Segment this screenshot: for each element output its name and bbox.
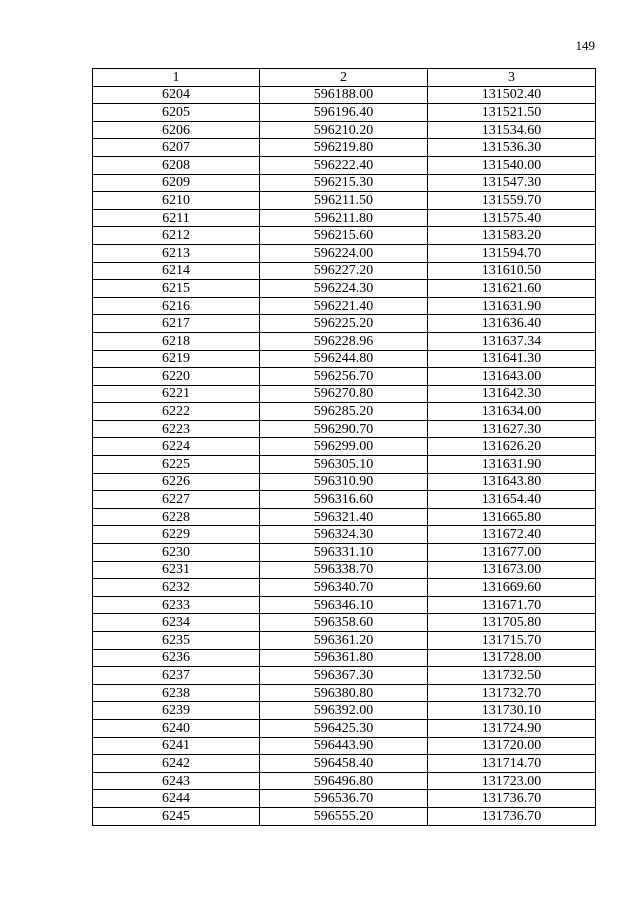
coordinate-x-cell: 596285.20 (260, 403, 428, 421)
coordinate-x-cell: 596228.96 (260, 332, 428, 350)
table-row (93, 209, 596, 227)
coordinate-x-cell: 596367.30 (260, 667, 428, 685)
point-number-cell: 6207 (93, 139, 260, 157)
coordinate-y-cell: 131671.70 (428, 596, 596, 614)
point-number-cell: 6243 (93, 772, 260, 790)
table-row (93, 420, 596, 438)
coordinate-x-cell: 596244.80 (260, 350, 428, 368)
point-number-cell: 6211 (93, 209, 260, 227)
point-number-cell: 6221 (93, 385, 260, 403)
point-number-cell: 6225 (93, 456, 260, 474)
table-row (93, 121, 596, 139)
table-row (93, 719, 596, 737)
table-row (93, 544, 596, 562)
table-row (93, 315, 596, 333)
coordinate-x-cell: 596225.20 (260, 315, 428, 333)
coordinate-x-cell: 596305.10 (260, 456, 428, 474)
point-number-cell: 6232 (93, 579, 260, 597)
table-row (93, 579, 596, 597)
table-row (93, 227, 596, 245)
table-row (93, 561, 596, 579)
coordinate-x-cell: 596340.70 (260, 579, 428, 597)
point-number-cell: 6206 (93, 121, 260, 139)
coordinate-x-cell: 596211.50 (260, 192, 428, 210)
coordinate-x-cell: 596361.80 (260, 649, 428, 667)
coordinate-y-cell: 131736.70 (428, 807, 596, 825)
coordinate-x-cell: 596270.80 (260, 385, 428, 403)
coordinate-y-cell: 131643.80 (428, 473, 596, 491)
coordinate-x-cell: 596380.80 (260, 684, 428, 702)
coordinate-y-cell: 131714.70 (428, 755, 596, 773)
table-row (93, 649, 596, 667)
coordinate-y-cell: 131627.30 (428, 420, 596, 438)
point-number-cell: 6204 (93, 86, 260, 104)
coordinate-y-cell: 131673.00 (428, 561, 596, 579)
coordinate-x-cell: 596215.30 (260, 174, 428, 192)
coordinate-y-cell: 131677.00 (428, 544, 596, 562)
coordinate-x-cell: 596555.20 (260, 807, 428, 825)
table-row (93, 667, 596, 685)
coordinate-x-cell: 596224.30 (260, 280, 428, 298)
column-header-2: 2 (260, 69, 428, 87)
table-row (93, 438, 596, 456)
point-number-cell: 6223 (93, 420, 260, 438)
table-row (93, 737, 596, 755)
coordinate-y-cell: 131728.00 (428, 649, 596, 667)
table-body (93, 86, 596, 825)
coordinate-y-cell: 131715.70 (428, 632, 596, 650)
coordinate-x-cell: 596188.00 (260, 86, 428, 104)
table-row (93, 508, 596, 526)
coordinate-x-cell: 596496.80 (260, 772, 428, 790)
point-number-cell: 6220 (93, 368, 260, 386)
coordinate-y-cell: 131594.70 (428, 244, 596, 262)
coordinate-x-cell: 596211.80 (260, 209, 428, 227)
coordinates-table (92, 68, 596, 826)
coordinate-x-cell: 596536.70 (260, 790, 428, 808)
coordinate-x-cell: 596361.20 (260, 632, 428, 650)
coordinate-y-cell: 131559.70 (428, 192, 596, 210)
table-row (93, 772, 596, 790)
coordinate-x-cell: 596310.90 (260, 473, 428, 491)
table-row (93, 403, 596, 421)
table-row (93, 684, 596, 702)
point-number-cell: 6242 (93, 755, 260, 773)
point-number-cell: 6234 (93, 614, 260, 632)
point-number-cell: 6209 (93, 174, 260, 192)
coordinate-y-cell: 131705.80 (428, 614, 596, 632)
coordinate-x-cell: 596358.60 (260, 614, 428, 632)
table-row (93, 244, 596, 262)
coordinate-x-cell: 596299.00 (260, 438, 428, 456)
coordinate-x-cell: 596392.00 (260, 702, 428, 720)
coordinate-x-cell: 596321.40 (260, 508, 428, 526)
point-number-cell: 6240 (93, 719, 260, 737)
coordinate-y-cell: 131621.60 (428, 280, 596, 298)
coordinate-y-cell: 131637.34 (428, 332, 596, 350)
coordinate-y-cell: 131730.10 (428, 702, 596, 720)
page-number: 149 (575, 38, 595, 53)
coordinate-x-cell: 596224.00 (260, 244, 428, 262)
coordinate-y-cell: 131736.70 (428, 790, 596, 808)
coordinate-y-cell: 131732.70 (428, 684, 596, 702)
coordinate-y-cell: 131654.40 (428, 491, 596, 509)
point-number-cell: 6214 (93, 262, 260, 280)
table-row (93, 632, 596, 650)
coordinate-x-cell: 596196.40 (260, 104, 428, 122)
coordinate-y-cell: 131665.80 (428, 508, 596, 526)
table-row (93, 473, 596, 491)
point-number-cell: 6215 (93, 280, 260, 298)
coordinate-x-cell: 596425.30 (260, 719, 428, 737)
point-number-cell: 6208 (93, 156, 260, 174)
point-number-cell: 6210 (93, 192, 260, 210)
point-number-cell: 6219 (93, 350, 260, 368)
table-row (93, 156, 596, 174)
coordinate-y-cell: 131723.00 (428, 772, 596, 790)
coordinate-y-cell: 131634.00 (428, 403, 596, 421)
point-number-cell: 6212 (93, 227, 260, 245)
table-row (93, 614, 596, 632)
coordinate-x-cell: 596331.10 (260, 544, 428, 562)
table-row (93, 174, 596, 192)
table-row (93, 280, 596, 298)
point-number-cell: 6233 (93, 596, 260, 614)
table-header (93, 69, 596, 87)
point-number-cell: 6241 (93, 737, 260, 755)
table-row (93, 385, 596, 403)
point-number-cell: 6236 (93, 649, 260, 667)
coordinate-y-cell: 131534.60 (428, 121, 596, 139)
point-number-cell: 6205 (93, 104, 260, 122)
coordinate-y-cell: 131575.40 (428, 209, 596, 227)
coordinate-y-cell: 131636.40 (428, 315, 596, 333)
coordinate-x-cell: 596324.30 (260, 526, 428, 544)
column-header-3: 3 (428, 69, 596, 87)
coordinate-y-cell: 131502.40 (428, 86, 596, 104)
point-number-cell: 6216 (93, 297, 260, 315)
coordinate-y-cell: 131720.00 (428, 737, 596, 755)
point-number-cell: 6217 (93, 315, 260, 333)
coordinate-y-cell: 131724.90 (428, 719, 596, 737)
coordinate-x-cell: 596221.40 (260, 297, 428, 315)
coordinate-y-cell: 131521.50 (428, 104, 596, 122)
coordinate-y-cell: 131643.00 (428, 368, 596, 386)
coordinate-y-cell: 131732.50 (428, 667, 596, 685)
point-number-cell: 6218 (93, 332, 260, 350)
table-row (93, 350, 596, 368)
coordinate-y-cell: 131672.40 (428, 526, 596, 544)
coordinate-x-cell: 596227.20 (260, 262, 428, 280)
point-number-cell: 6213 (93, 244, 260, 262)
table-row (93, 807, 596, 825)
coordinate-y-cell: 131642.30 (428, 385, 596, 403)
table-row (93, 86, 596, 104)
point-number-cell: 6238 (93, 684, 260, 702)
table-row (93, 192, 596, 210)
table-row (93, 755, 596, 773)
table-row (93, 297, 596, 315)
table-row (93, 526, 596, 544)
table-row (93, 491, 596, 509)
point-number-cell: 6245 (93, 807, 260, 825)
point-number-cell: 6237 (93, 667, 260, 685)
coordinate-x-cell: 596443.90 (260, 737, 428, 755)
table-row (93, 368, 596, 386)
coordinate-y-cell: 131583.20 (428, 227, 596, 245)
point-number-cell: 6229 (93, 526, 260, 544)
point-number-cell: 6228 (93, 508, 260, 526)
point-number-cell: 6231 (93, 561, 260, 579)
table-row (93, 139, 596, 157)
coordinate-x-cell: 596215.60 (260, 227, 428, 245)
point-number-cell: 6235 (93, 632, 260, 650)
coordinate-y-cell: 131610.50 (428, 262, 596, 280)
table-row (93, 262, 596, 280)
coordinate-x-cell: 596290.70 (260, 420, 428, 438)
header-row (93, 69, 596, 87)
column-header-1: 1 (93, 69, 260, 87)
coordinate-x-cell: 596316.60 (260, 491, 428, 509)
point-number-cell: 6239 (93, 702, 260, 720)
table-row (93, 596, 596, 614)
point-number-cell: 6224 (93, 438, 260, 456)
coordinate-x-cell: 596338.70 (260, 561, 428, 579)
coordinate-y-cell: 131641.30 (428, 350, 596, 368)
coordinate-x-cell: 596256.70 (260, 368, 428, 386)
table-row (93, 456, 596, 474)
point-number-cell: 6230 (93, 544, 260, 562)
coordinate-y-cell: 131547.30 (428, 174, 596, 192)
table-row (93, 104, 596, 122)
point-number-cell: 6222 (93, 403, 260, 421)
coordinate-x-cell: 596219.80 (260, 139, 428, 157)
table-row (93, 790, 596, 808)
coordinate-y-cell: 131631.90 (428, 297, 596, 315)
point-number-cell: 6226 (93, 473, 260, 491)
coordinate-y-cell: 131536.30 (428, 139, 596, 157)
coordinate-y-cell: 131540.00 (428, 156, 596, 174)
coordinate-x-cell: 596346.10 (260, 596, 428, 614)
point-number-cell: 6244 (93, 790, 260, 808)
coordinate-x-cell: 596210.20 (260, 121, 428, 139)
point-number-cell: 6227 (93, 491, 260, 509)
table-row (93, 702, 596, 720)
coordinate-x-cell: 596222.40 (260, 156, 428, 174)
coordinate-y-cell: 131669.60 (428, 579, 596, 597)
coordinate-x-cell: 596458.40 (260, 755, 428, 773)
table-row (93, 332, 596, 350)
coordinate-y-cell: 131631.90 (428, 456, 596, 474)
coordinate-y-cell: 131626.20 (428, 438, 596, 456)
